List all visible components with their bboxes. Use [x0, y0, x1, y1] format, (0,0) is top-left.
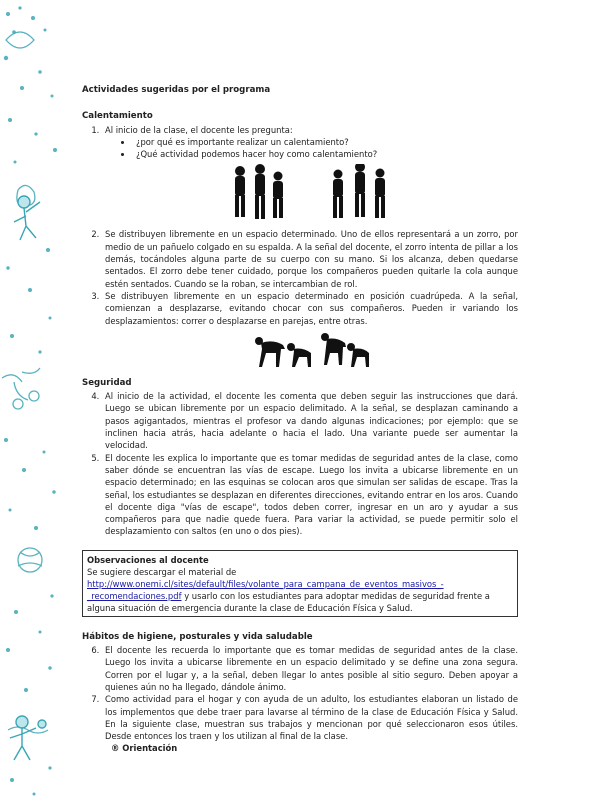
list-item	[102, 693, 518, 754]
teacher-notes-after-link: y usarlo con los estudiantes para adoptar medidas de seguridad frente a alguna situación de emergencia durante la clase de Educación Física y Salud.	[87, 590, 490, 613]
question-item: • ¿por qué es importante realizar un calentamiento?	[133, 136, 518, 148]
seguridad-list	[82, 390, 518, 538]
list-item	[102, 124, 518, 225]
section-title-calentamiento: Calentamiento	[82, 111, 153, 122]
habitos-list	[82, 644, 518, 755]
section-title-habitos: Hábitos de higiene, posturales y vida saludable	[82, 631, 313, 642]
children-quadruped-illustration	[247, 331, 377, 369]
question-item: • ¿Qué actividad podemos hacer hoy como calentamiento?	[133, 148, 518, 160]
item-3-text: Se distribuyen libremente en un espacio determinado en posición cuadrúpeda. A la señal, comienzan a desplazarse, evitando chocar con sus compañeros. Pueden ir variando los desplazamientos: correr o desplazarse en parejas, entre otras.	[105, 290, 518, 326]
list-item: 5. El docente les explica lo importante que es tomar medidas de seguridad antes de la clase, como saber dónde se encuentran las vías de escape. Luego los invita a ubicarse libremente en un espacio determinado; en las esquinas se colocan aros que simulan ser salidas de escape. Tras la señal, los estudiantes se desplazan en diferentes direcciones, evitando entrar en los aros. Cuando el docente diga "vías de escape", todos deben correr, ingresar en un aro y ayudar a sus compañeros para que nadie quede fuera. Para variar la actividad, se puede permitir solo el desplazamiento con saltos (en uno o dos pies).	[102, 452, 518, 538]
child-climbing-icon	[14, 196, 40, 240]
document-body	[82, 84, 518, 755]
orientation-note: ® Orientación	[111, 743, 178, 754]
calentamiento-list	[82, 124, 518, 369]
teacher-notes-title: Observaciones al docente	[87, 554, 209, 565]
children-standing-illustration	[212, 164, 412, 224]
section-title-seguridad: Seguridad	[82, 377, 132, 388]
list-item: 2. Se distribuyen libremente en un espacio determinado. Uno de ellos representará a un zorro, por medio de un pañuelo colgado en su espalda. A la señal del docente, el zorro intenta de pillar a los demás, tocándoles alguna parte de su cuerpo con su mano. Si los alcanza, deben quedarse sentados. El zorro debe tener cuidado, porque los compañeros pueden quitarle la cola aunque estén sentados. Cuando se la roban, se intercambian de rol.	[102, 228, 518, 289]
item-7-text: Como actividad para el hogar y con ayuda de un adulto, los estudiantes elaboran un listado de los implementos que debe traer para lavarse al término de la clase de Educación Física y Salud. En la siguiente clase, muestran sus trabajos y mencionan por qué seleccionaron esos útiles. Desde entonces los traen y los utilizan al final de la clase.	[105, 694, 518, 742]
item-1-text: Al inicio de la clase, el docente les pregunta:	[105, 124, 293, 135]
teacher-notes-body	[87, 578, 513, 614]
teacher-notes-intro: Se sugiere descargar el material de	[87, 566, 237, 577]
list-item: 6. El docente les recuerda lo importante que es tomar medidas de seguridad antes de la clase. Luego los invita a ubicarse libremente en un espacio delimitado y se define una zona segura. Corren por el lugar y, a la señal, deben llegar lo antes posible al sitio seguro. Deben apoyar a quienes aún no ha llegado, dándole ánimo.	[102, 644, 518, 693]
page-title: Actividades sugeridas por el programa	[82, 85, 271, 95]
onemi-pdf-link[interactable]: http://www.onemi.cl/sites/default/files/volante_para_campana_de_eventos_masivos_-_recomendaciones.pdf	[87, 578, 444, 601]
list-item: 4. Al inicio de la actividad, el docente les comenta que deben seguir las instrucciones que dará. Luego se ubican libremente por un espacio delimitado. A la señal, se desplazan caminando a pasos agigantados, mientras el profesor va dando algunas indicaciones; por ejemplo: que se inclinen hacia atrás, hacia adelante o hacia el lado. Una variante puede ser aumentar la velocidad.	[102, 390, 518, 451]
questions-list	[105, 136, 518, 161]
list-item	[102, 290, 518, 369]
teacher-notes-box	[82, 550, 518, 617]
sidebar-decoration	[0, 0, 70, 800]
child-playing-icon	[10, 716, 46, 760]
